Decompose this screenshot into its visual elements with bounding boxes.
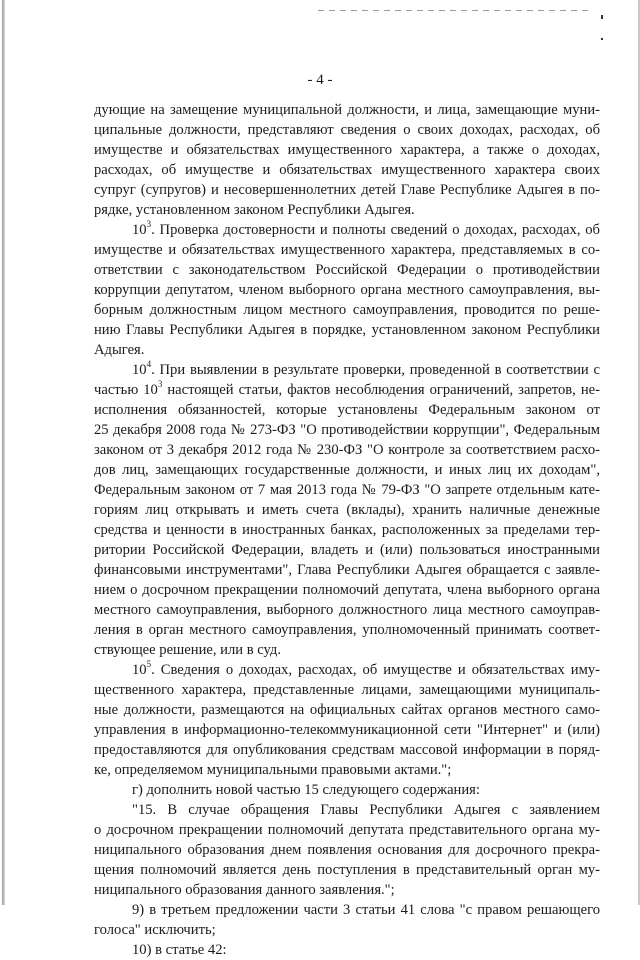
text-line (94, 660, 600, 680)
scan-left-edge (2, 0, 5, 905)
text-line (94, 580, 600, 600)
line-text: 10 (132, 222, 147, 238)
line-text: 9) в третьем предложении части 3 статьи 41 слова "с правом решающего (132, 902, 600, 918)
text-line (94, 300, 600, 320)
line-text: ствующее решение, или в суд. (94, 642, 281, 658)
text-line (94, 520, 600, 540)
line-text: нием о досрочном прекращении полномочий депутата, члена выборного органа (94, 582, 600, 598)
line-text: ные должности, размещаются на официальных сайтах органов местного само- (94, 702, 600, 718)
text-line (94, 120, 600, 140)
text-line (94, 140, 600, 160)
superscript-number: 4 (146, 359, 152, 369)
text-line (94, 240, 600, 260)
text-line (94, 480, 600, 500)
line-text: 10 (132, 362, 147, 378)
line-text: гориям лиц открывать и иметь счета (вклады), хранить наличные денежные (94, 502, 600, 518)
text-line (94, 440, 600, 460)
line-text: 10) в статье 42: (132, 942, 227, 958)
line-text: частью 10 (94, 382, 158, 398)
line-text: о досрочном прекращении полномочий депутата представительного органа му- (94, 822, 600, 838)
document-body (94, 100, 600, 960)
text-line (94, 380, 600, 400)
text-line (94, 360, 600, 380)
line-text: Федеральным законом от 7 мая 2013 года № 79-ФЗ "О запрете отдельным кате- (94, 482, 600, 498)
superscript-number: 3 (157, 379, 163, 389)
line-text: рядке, установленном законом Республики Адыгея. (94, 202, 415, 218)
line-text: г) дополнить новой частью 15 следующего содержания: (132, 782, 480, 798)
line-text: исполнения обязанностей, которые установлены Федеральным законом от (94, 402, 600, 418)
text-line (94, 800, 600, 820)
line-text: расходах, об имуществе и обязательствах имущественного характера своих (94, 162, 600, 178)
text-line (94, 920, 600, 940)
line-text-continued: . Сведения о доходах, расходах, об имуществе и обязательствах иму- (151, 662, 600, 678)
line-text: имуществе и обязательствах имущественного характера, а также о доходах, (94, 142, 600, 158)
text-line (94, 100, 600, 120)
line-text: коррупции депутатом, членом выборного органа местного самоуправления, вы- (94, 282, 600, 298)
line-text: щественного характера, представленные лицами, замещающими муниципаль- (94, 682, 600, 698)
text-line (94, 880, 600, 900)
superscript-number: 5 (146, 659, 152, 669)
text-line (94, 620, 600, 640)
text-line (94, 900, 600, 920)
line-text: щения полномочий является день поступления в представительный орган му- (94, 862, 600, 878)
text-line (94, 740, 600, 760)
text-line (94, 340, 600, 360)
scan-top-mark (318, 10, 588, 11)
text-line (94, 540, 600, 560)
line-text: местного самоуправления, выборного должностного лица местного самоуправ- (94, 602, 600, 618)
page-number: - 4 - (307, 72, 333, 88)
line-text: ритории Российской Федерации, владеть и (или) пользоваться иностранными (94, 542, 600, 558)
line-text: средства и ценности в иностранных банках, расположенных за пределами тер- (94, 522, 600, 538)
line-text: нию Главы Республики Адыгея в порядке, установленном законом Республики (94, 322, 600, 338)
line-text: голоса" исключить; (94, 922, 216, 938)
text-line (94, 420, 600, 440)
text-line (94, 720, 600, 740)
line-text-continued: . Проверка достоверности и полноты сведений о доходах, расходах, об (151, 222, 600, 238)
line-text: законом от 3 декабря 2012 года № 230-ФЗ "О контроле за соответствием расхо- (94, 442, 600, 458)
superscript-number: 3 (146, 219, 152, 229)
line-text: ниципального образования данного заявления."; (94, 882, 395, 898)
line-text: имуществе и обязательствах имущественного характера, представляемых в со- (94, 242, 600, 258)
text-line (94, 940, 600, 960)
line-text: финансовыми инструментами", Глава Республики Адыгея обращается с заявле- (94, 562, 600, 578)
text-line (94, 760, 600, 780)
scan-speck (601, 38, 603, 40)
line-text: 10 (132, 662, 147, 678)
line-text-continued: . При выявлении в результате проверки, проведенной в соответствии с (151, 362, 600, 378)
line-text: ниципального образования днем появления основания для досрочного прекра- (94, 842, 600, 858)
line-text: Адыгея. (94, 342, 145, 358)
text-line (94, 400, 600, 420)
text-line (94, 860, 600, 880)
line-text: управления в информационно-телекоммуникационной сети "Интернет" и (или) (94, 722, 600, 738)
line-text: дов лиц, замещающих государственные должности, и иных лиц их доходам", (94, 462, 600, 478)
line-text: борным должностным лицом местного самоуправления, проводится по реше- (94, 302, 600, 318)
line-text: ке, определяемом муниципальными правовыми актами."; (94, 762, 452, 778)
line-text: дующие на замещение муниципальной должности, и лица, замещающие муни- (94, 102, 600, 118)
text-line (94, 460, 600, 480)
line-text: ципальные должности, представляют сведения о своих доходах, расходах, об (94, 122, 600, 138)
text-line (94, 280, 600, 300)
text-line (94, 180, 600, 200)
text-line (94, 200, 600, 220)
line-text: "15. В случае обращения Главы Республики Адыгея с заявлением (132, 802, 600, 818)
text-line (94, 700, 600, 720)
text-line (94, 500, 600, 520)
text-line (94, 160, 600, 180)
line-text: супруг (супругов) и несовершеннолетних детей Главе Республике Адыгея в по- (94, 182, 600, 198)
line-text: предоставляются для опубликования средствам массовой информации в поряд- (94, 742, 600, 758)
line-text-continued: настоящей статьи, фактов несоблюдения ограничений, запретов, не- (162, 382, 600, 398)
text-line (94, 820, 600, 840)
text-line (94, 560, 600, 580)
text-line (94, 320, 600, 340)
text-line (94, 600, 600, 620)
line-text: 25 декабря 2008 года № 273-ФЗ "О противодействии коррупции", Федеральным (94, 422, 600, 438)
line-text: ответствии с законодательством Российской Федерации о противодействии (94, 262, 600, 278)
scan-speck (601, 15, 603, 19)
text-line (94, 680, 600, 700)
text-line (94, 220, 600, 240)
text-line (94, 780, 600, 800)
text-line (94, 260, 600, 280)
line-text: ления в орган местного самоуправления, уполномоченный принимать соответ- (94, 622, 600, 638)
text-line (94, 840, 600, 860)
text-line (94, 640, 600, 660)
